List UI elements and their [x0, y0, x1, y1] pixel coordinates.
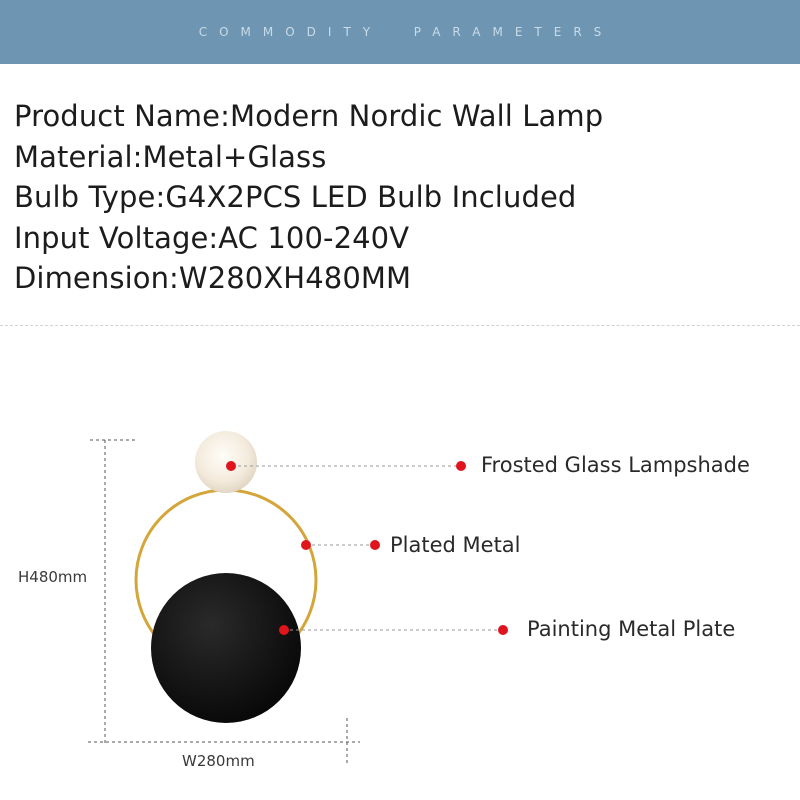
height-label: H480mm — [18, 568, 88, 586]
callout-dot — [498, 625, 508, 635]
callout-metal-label: Plated Metal — [390, 533, 521, 557]
metal-plate — [151, 573, 301, 723]
callout-dot — [456, 461, 466, 471]
spec-input-voltage: Input Voltage:AC 100-240V — [14, 220, 410, 255]
callout-plate-label: Painting Metal Plate — [527, 617, 736, 641]
callout-lampshade-label: Frosted Glass Lampshade — [481, 453, 750, 477]
callout-dot — [226, 461, 236, 471]
spec-bulb-type: Bulb Type:G4X2PCS LED Bulb Included — [14, 180, 577, 214]
spec-material: Material:Metal+Glass — [14, 139, 327, 174]
spec-product-name: Product Name:Modern Nordic Wall Lamp — [14, 99, 604, 133]
callout-dot — [279, 625, 289, 635]
spec-dimension: Dimension:W280XH480MM — [14, 261, 412, 295]
glass-globe — [195, 431, 257, 493]
height-dimension — [90, 440, 135, 745]
callout-dot — [301, 540, 311, 550]
width-label: W280mm — [182, 752, 255, 770]
header-title: COMMODITY PARAMETERS — [198, 25, 614, 39]
callout-dot — [370, 540, 380, 550]
